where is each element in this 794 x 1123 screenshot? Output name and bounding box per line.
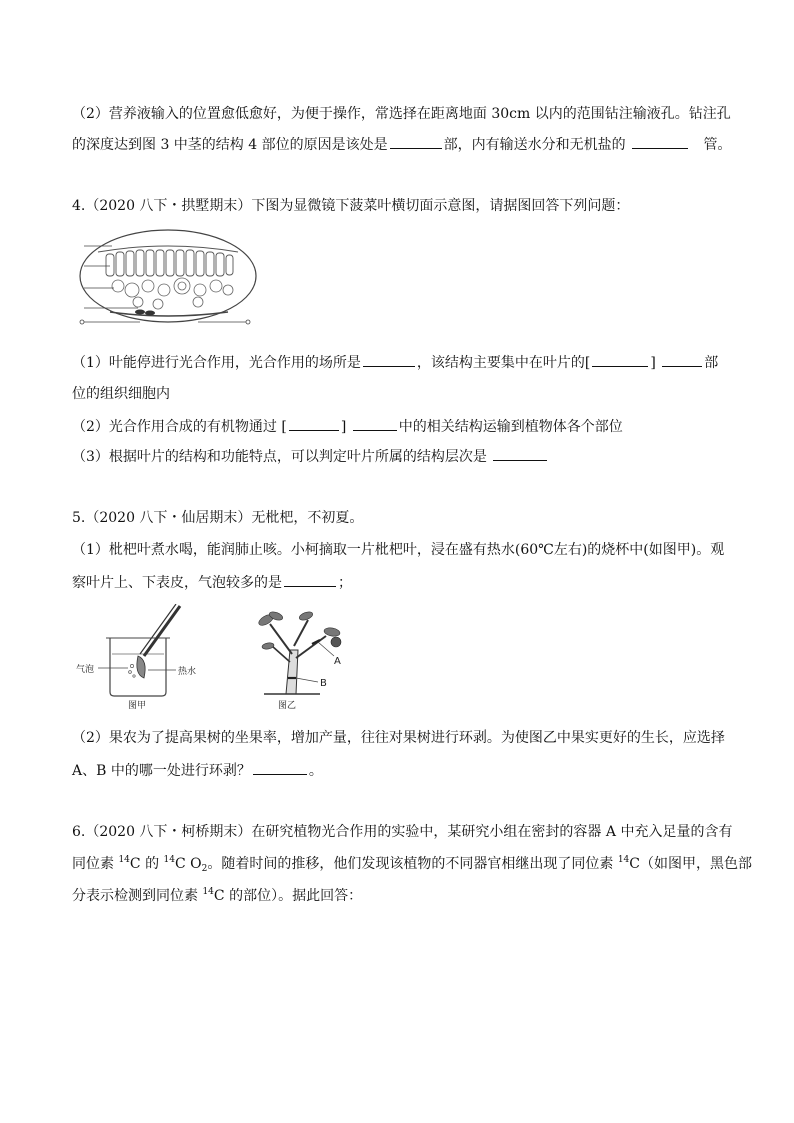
q6-l2-sup1: 14 — [118, 855, 130, 865]
answer-blank[interactable] — [493, 446, 547, 461]
q5-s2-text-b: 。 — [308, 763, 323, 779]
caption-figure-a: 图甲 — [128, 701, 147, 710]
caption-figure-b: 图乙 — [278, 701, 297, 710]
answer-blank[interactable] — [592, 352, 648, 367]
q6-l2-sub: 2 — [201, 864, 208, 874]
q6-line3 — [72, 886, 722, 906]
q5-s2-text-a: A、B 中的哪一处进行环剥？ — [72, 763, 251, 779]
q6-line2 — [72, 854, 752, 874]
q4-s2-text-c: 中的相关结构运输到植物体各个部位 — [398, 419, 623, 435]
q5-sub2-line2 — [72, 760, 722, 781]
label-b: B — [320, 678, 327, 689]
q5-header: 5.（2020 八下・仙居期末）无枇杷，不初夏。 — [72, 510, 364, 526]
label-hot-water: 热水 — [178, 667, 197, 677]
q4-sub3 — [72, 446, 722, 467]
q4-s1-text-c: ] — [650, 355, 656, 371]
q6-l2-sup3: 14 — [617, 855, 630, 865]
q4-sub2 — [72, 416, 722, 437]
q4-s2-text-b: ] — [340, 419, 347, 435]
q6-l2-sup2: 14 — [163, 855, 175, 865]
tree-figure — [246, 606, 356, 710]
q4-s3-text-a: （3）根据叶片的结构和功能特点，可以判定叶片所属的结构层次是 — [72, 449, 487, 465]
q6-line1: 6.（2020 八下・柯桥期末）在研究植物光合作用的实验中，某研究小组在密封的容器 A 中充入足量的含有 — [72, 824, 733, 840]
q4-sub1-line1 — [72, 352, 722, 373]
q4-header: 4.（2020 八下・拱墅期末）下图为显微镜下菠菜叶横切面示意图，请据图回答下列问题： — [72, 198, 630, 214]
label-a: A — [334, 656, 341, 667]
q5-sub2-line1: （2）果农为了提高果树的坐果率，增加产量，往往对果树进行环剥。为使图乙中果实更好的生长，应选择 — [72, 730, 725, 746]
q5-s1-text-b: ； — [338, 575, 352, 591]
q4-sub1-line2: 位的组织细胞内 — [72, 386, 170, 402]
q4-s1-text-d: 部 — [704, 355, 719, 371]
answer-blank[interactable] — [253, 760, 307, 775]
answer-blank[interactable] — [353, 416, 397, 431]
q6-l2-b: C 的 — [129, 856, 164, 872]
q5-sub1-line2 — [72, 572, 722, 593]
q3-part2-line1: （2）营养液输入的位置愈低愈好，为便于操作，常选择在距离地面 30cm 以内的范围钻注输液孔。钻注孔 — [72, 106, 731, 122]
q5-s1-text-a: 察叶片上、下表皮，气泡较多的是 — [72, 575, 282, 591]
answer-blank[interactable] — [363, 352, 415, 367]
q6-l3-b: C 的部位）。据此回答： — [213, 888, 363, 904]
q4-s1-text-a: （1）叶能停进行光合作用，光合作用的场所是 — [72, 355, 361, 371]
q6-l3-a: 分表示检测到同位素 — [72, 888, 203, 904]
q6-l2-d: 。随着时间的推移，他们发现该植物的不同器官相继出现了同位素 — [207, 856, 618, 872]
q6-l2-c: C O — [174, 856, 202, 872]
q3-text-c: 管。 — [703, 137, 732, 153]
q6-l2-e: C（如图甲，黑色部 — [629, 856, 752, 872]
label-bubble: 气泡 — [76, 665, 95, 675]
leaf-cross-section-figure — [78, 228, 258, 338]
answer-blank[interactable] — [632, 134, 688, 149]
q3-part2-line2 — [72, 134, 732, 155]
answer-blank[interactable] — [390, 134, 442, 149]
beaker-figure — [76, 604, 206, 710]
q4-s1-text-b: ，该结构主要集中在叶片的[ — [416, 355, 591, 371]
q5-sub1-line1: （1）枇杷叶煮水喝，能润肺止咳。小柯摘取一片枇杷叶，浸在盛有热水(60℃左右)的烧杯中(如图甲)。观 — [72, 542, 725, 558]
q6-l2-a: 同位素 — [72, 856, 119, 872]
q6-l3-sup: 14 — [202, 887, 214, 897]
answer-blank[interactable] — [284, 572, 336, 587]
answer-blank[interactable] — [662, 352, 702, 367]
q3-text-a: 的深度达到图 3 中茎的结构 4 部位的原因是该处是 — [72, 137, 388, 153]
answer-blank[interactable] — [289, 416, 339, 431]
q3-text-b: 部，内有输送水分和无机盐的 — [443, 137, 626, 153]
q4-s2-text-a: （2）光合作用合成的有机物通过 [ — [72, 419, 287, 435]
